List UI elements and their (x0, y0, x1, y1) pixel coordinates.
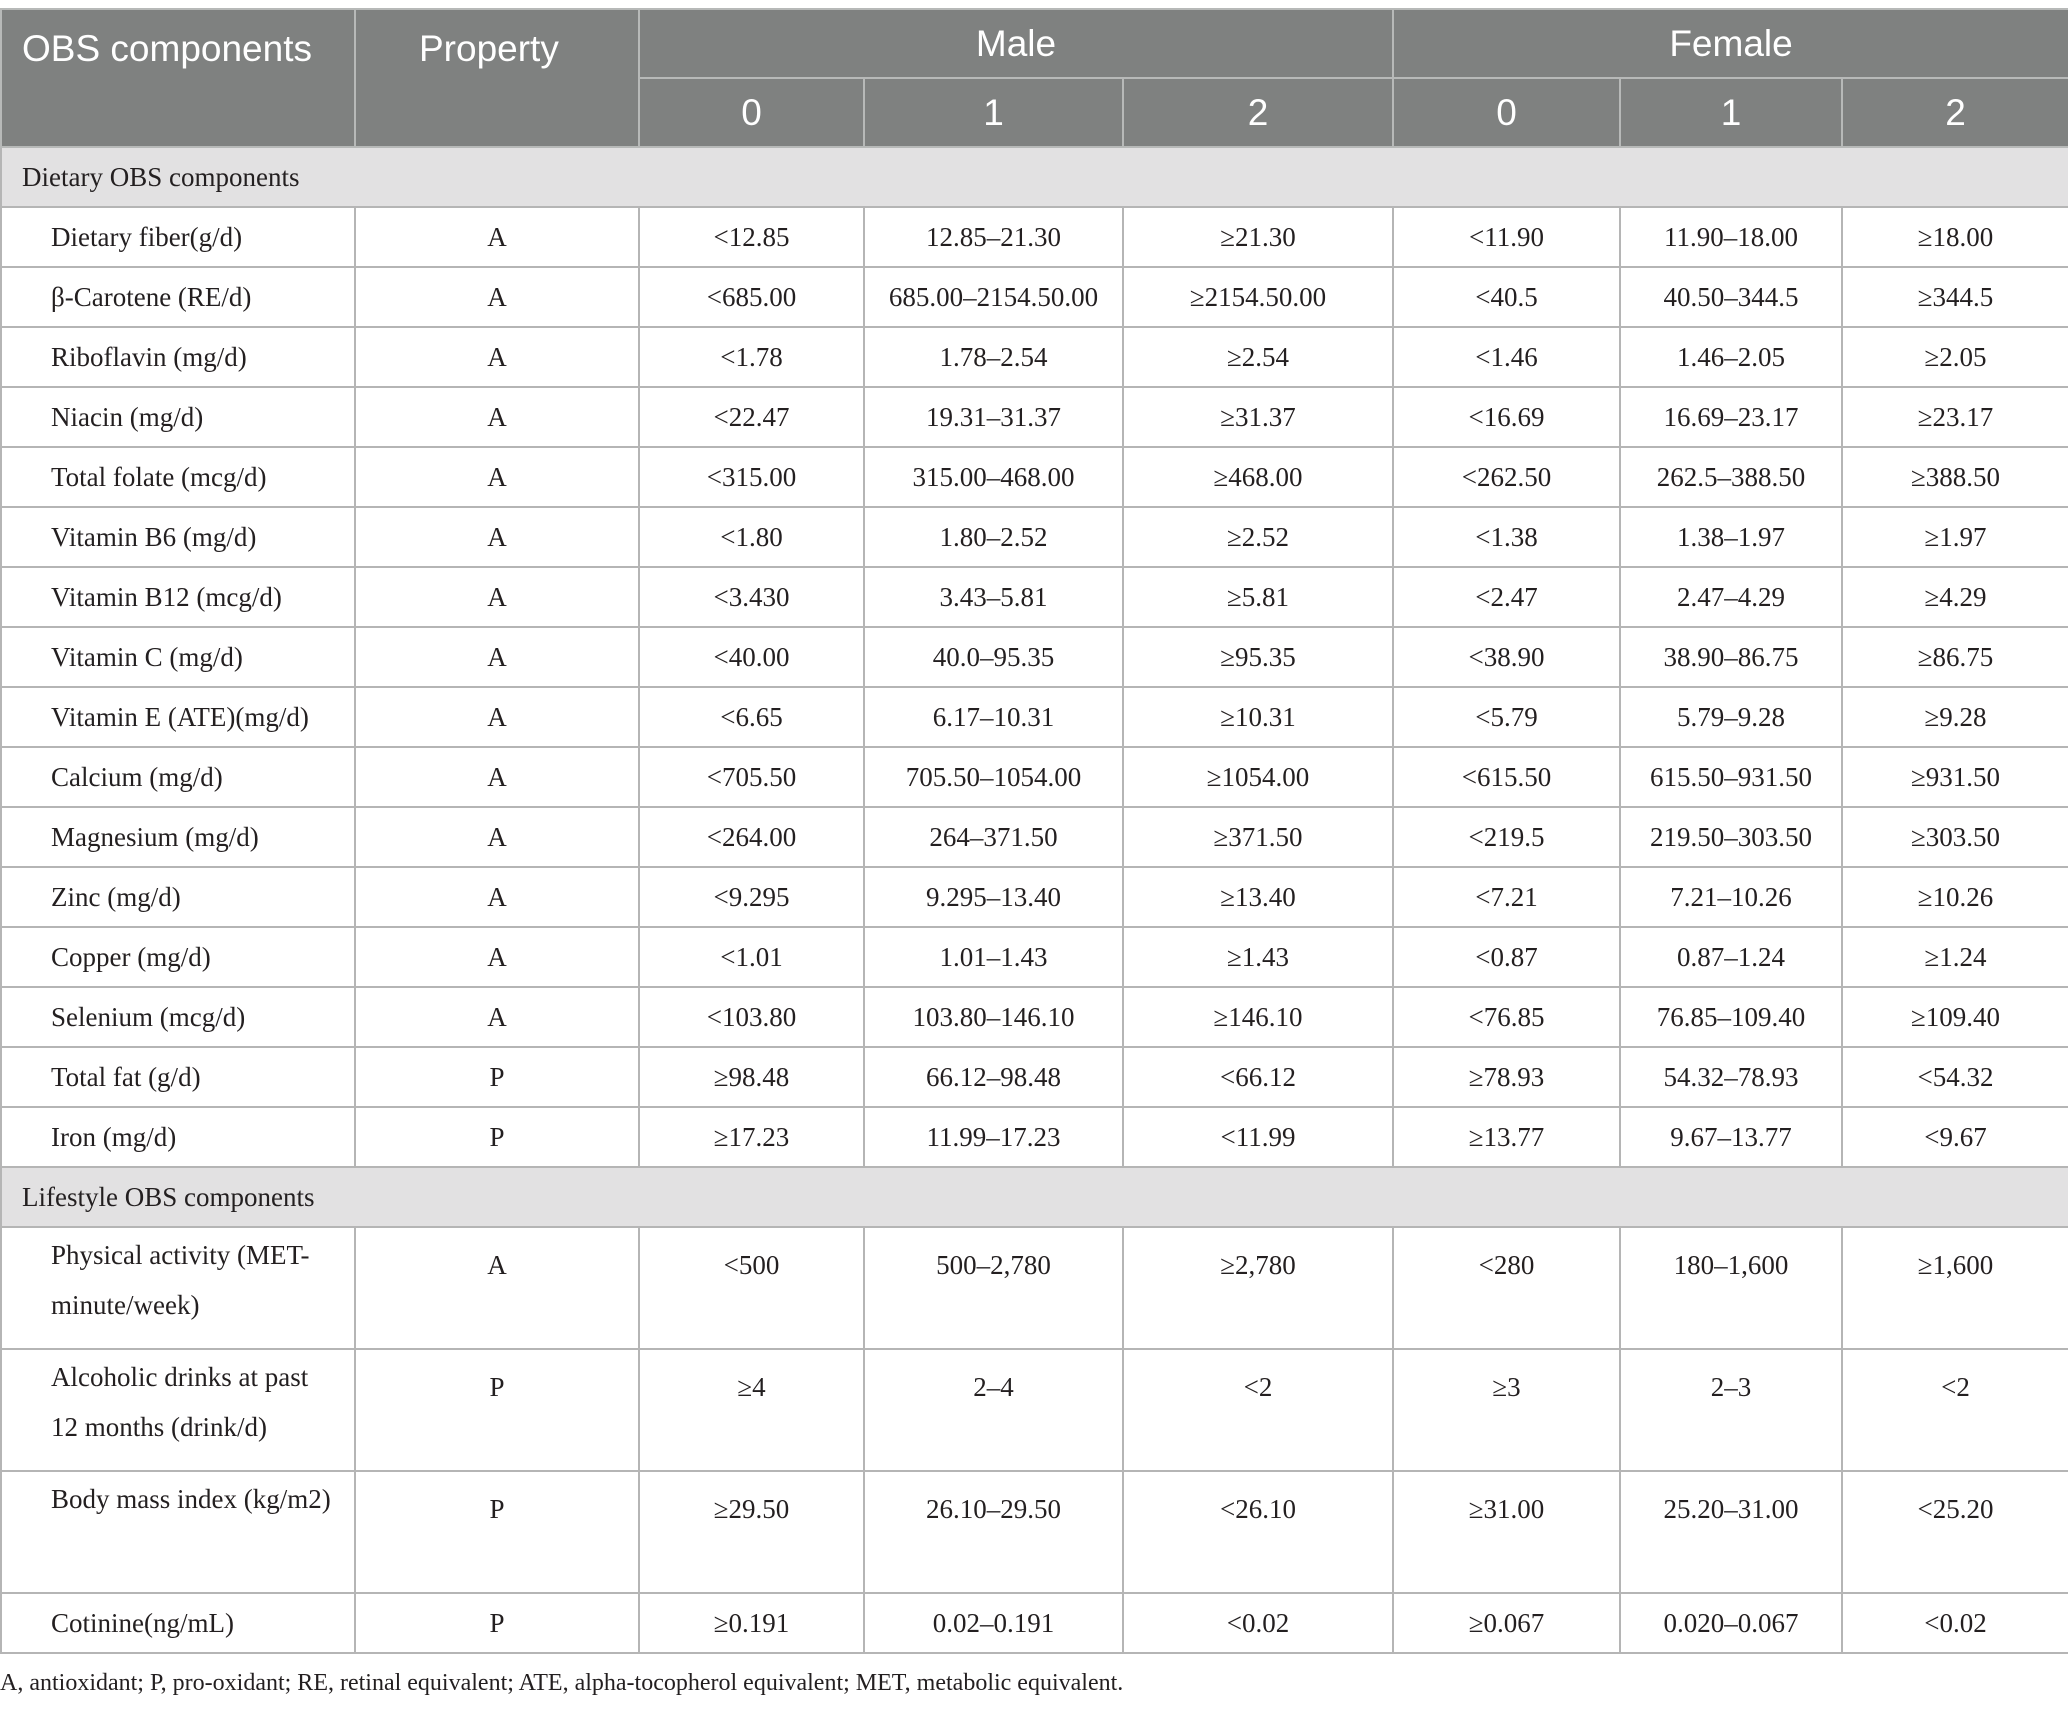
male-score-2-cell: ≥21.30 (1123, 207, 1393, 267)
male-score-2-cell: ≥2.52 (1123, 507, 1393, 567)
component-name: Calcium (mg/d) (1, 747, 355, 807)
female-score-0-cell: <38.90 (1393, 627, 1620, 687)
male-score-2-cell: <0.02 (1123, 1593, 1393, 1653)
component-name: Magnesium (mg/d) (1, 807, 355, 867)
female-score-2-cell: ≥1.24 (1842, 927, 2068, 987)
male-score-2-cell: ≥13.40 (1123, 867, 1393, 927)
female-score-0-cell: <262.50 (1393, 447, 1620, 507)
male-score-0-cell: <315.00 (639, 447, 864, 507)
component-name: Zinc (mg/d) (1, 867, 355, 927)
male-score-2-cell: ≥95.35 (1123, 627, 1393, 687)
component-name: Vitamin B6 (mg/d) (1, 507, 355, 567)
female-score-1-cell: 25.20–31.00 (1620, 1471, 1842, 1593)
male-score-0-cell: ≥29.50 (639, 1471, 864, 1593)
property-cell: A (355, 267, 639, 327)
female-score-0-cell: <1.46 (1393, 327, 1620, 387)
section-row (1, 147, 2068, 207)
male-score-2-cell: ≥1054.00 (1123, 747, 1393, 807)
male-score-0-cell: <1.80 (639, 507, 864, 567)
male-score-1-cell: 264–371.50 (864, 807, 1123, 867)
table-row (1, 1047, 2068, 1107)
section-title: Lifestyle OBS components (1, 1167, 2068, 1227)
female-score-0-cell: ≥0.067 (1393, 1593, 1620, 1653)
male-score-1-cell: 3.43–5.81 (864, 567, 1123, 627)
female-score-1-cell: 262.5–388.50 (1620, 447, 1842, 507)
female-score-2-cell: ≥23.17 (1842, 387, 2068, 447)
property-cell: P (355, 1471, 639, 1593)
female-score-2-cell: <25.20 (1842, 1471, 2068, 1593)
female-score-2-cell: ≥931.50 (1842, 747, 2068, 807)
male-score-0-cell: <103.80 (639, 987, 864, 1047)
female-score-2-cell: ≥4.29 (1842, 567, 2068, 627)
male-score-2-cell: ≥5.81 (1123, 567, 1393, 627)
female-score-0-cell: <11.90 (1393, 207, 1620, 267)
component-name: Iron (mg/d) (1, 1107, 355, 1167)
table-row (1, 987, 2068, 1047)
female-score-0-cell: <615.50 (1393, 747, 1620, 807)
male-score-2-cell: <2 (1123, 1349, 1393, 1471)
male-score-1-cell: 2–4 (864, 1349, 1123, 1471)
female-score-1-cell: 615.50–931.50 (1620, 747, 1842, 807)
header-male: Male (639, 9, 1393, 78)
male-score-0-cell: <3.430 (639, 567, 864, 627)
header-female-score-2: 2 (1842, 78, 2068, 147)
header-male-score-1: 1 (864, 78, 1123, 147)
table-row (1, 1593, 2068, 1653)
property-cell: A (355, 867, 639, 927)
table-row (1, 867, 2068, 927)
property-cell: A (355, 567, 639, 627)
property-cell: A (355, 207, 639, 267)
header-components: OBS components (1, 9, 355, 147)
component-name: Selenium (mcg/d) (1, 987, 355, 1047)
female-score-1-cell: 2.47–4.29 (1620, 567, 1842, 627)
table-body (1, 147, 2068, 1653)
female-score-1-cell: 2–3 (1620, 1349, 1842, 1471)
property-cell: A (355, 1227, 639, 1349)
male-score-1-cell: 9.295–13.40 (864, 867, 1123, 927)
table-row (1, 327, 2068, 387)
component-name: Total folate (mcg/d) (1, 447, 355, 507)
table-row (1, 807, 2068, 867)
female-score-1-cell: 16.69–23.17 (1620, 387, 1842, 447)
female-score-2-cell: ≥1.97 (1842, 507, 2068, 567)
table-header (1, 9, 2068, 147)
property-cell: A (355, 747, 639, 807)
header-property: Property (355, 9, 639, 147)
header-male-score-0: 0 (639, 78, 864, 147)
component-name: Vitamin E (ATE)(mg/d) (1, 687, 355, 747)
male-score-2-cell: ≥1.43 (1123, 927, 1393, 987)
header-female-score-0: 0 (1393, 78, 1620, 147)
male-score-0-cell: <6.65 (639, 687, 864, 747)
component-name: Vitamin C (mg/d) (1, 627, 355, 687)
female-score-0-cell: <76.85 (1393, 987, 1620, 1047)
female-score-2-cell: <2 (1842, 1349, 2068, 1471)
female-score-0-cell: <280 (1393, 1227, 1620, 1349)
component-name: Total fat (g/d) (1, 1047, 355, 1107)
property-cell: A (355, 807, 639, 867)
male-score-1-cell: 315.00–468.00 (864, 447, 1123, 507)
table-row (1, 627, 2068, 687)
male-score-0-cell: <685.00 (639, 267, 864, 327)
male-score-0-cell: <12.85 (639, 207, 864, 267)
property-cell: P (355, 1107, 639, 1167)
female-score-1-cell: 40.50–344.5 (1620, 267, 1842, 327)
component-name: Alcoholic drinks at past 12 months (drink/d) (1, 1349, 355, 1471)
female-score-1-cell: 0.87–1.24 (1620, 927, 1842, 987)
female-score-2-cell: ≥9.28 (1842, 687, 2068, 747)
female-score-0-cell: <5.79 (1393, 687, 1620, 747)
component-name: Dietary fiber(g/d) (1, 207, 355, 267)
female-score-0-cell: <40.5 (1393, 267, 1620, 327)
female-score-0-cell: <219.5 (1393, 807, 1620, 867)
male-score-0-cell: ≥17.23 (639, 1107, 864, 1167)
male-score-1-cell: 103.80–146.10 (864, 987, 1123, 1047)
female-score-1-cell: 1.46–2.05 (1620, 327, 1842, 387)
component-name: Cotinine(ng/mL) (1, 1593, 355, 1653)
female-score-2-cell: ≥303.50 (1842, 807, 2068, 867)
female-score-0-cell: ≥31.00 (1393, 1471, 1620, 1593)
female-score-2-cell: ≥344.5 (1842, 267, 2068, 327)
male-score-1-cell: 705.50–1054.00 (864, 747, 1123, 807)
female-score-1-cell: 54.32–78.93 (1620, 1047, 1842, 1107)
female-score-1-cell: 76.85–109.40 (1620, 987, 1842, 1047)
male-score-0-cell: <705.50 (639, 747, 864, 807)
male-score-2-cell: <66.12 (1123, 1047, 1393, 1107)
female-score-1-cell: 0.020–0.067 (1620, 1593, 1842, 1653)
property-cell: A (355, 327, 639, 387)
female-score-0-cell: <2.47 (1393, 567, 1620, 627)
component-name: Riboflavin (mg/d) (1, 327, 355, 387)
male-score-2-cell: <26.10 (1123, 1471, 1393, 1593)
male-score-1-cell: 500–2,780 (864, 1227, 1123, 1349)
male-score-1-cell: 6.17–10.31 (864, 687, 1123, 747)
male-score-0-cell: ≥0.191 (639, 1593, 864, 1653)
male-score-2-cell: ≥31.37 (1123, 387, 1393, 447)
male-score-1-cell: 40.0–95.35 (864, 627, 1123, 687)
property-cell: A (355, 507, 639, 567)
male-score-2-cell: ≥371.50 (1123, 807, 1393, 867)
male-score-0-cell: ≥4 (639, 1349, 864, 1471)
male-score-0-cell: <1.01 (639, 927, 864, 987)
male-score-2-cell: <11.99 (1123, 1107, 1393, 1167)
male-score-1-cell: 66.12–98.48 (864, 1047, 1123, 1107)
female-score-2-cell: <9.67 (1842, 1107, 2068, 1167)
male-score-1-cell: 685.00–2154.50.00 (864, 267, 1123, 327)
component-name: β-Carotene (RE/d) (1, 267, 355, 327)
table-row (1, 1227, 2068, 1349)
female-score-0-cell: <7.21 (1393, 867, 1620, 927)
female-score-2-cell: ≥388.50 (1842, 447, 2068, 507)
property-cell: A (355, 627, 639, 687)
female-score-2-cell: ≥1,600 (1842, 1227, 2068, 1349)
male-score-0-cell: ≥98.48 (639, 1047, 864, 1107)
female-score-0-cell: ≥78.93 (1393, 1047, 1620, 1107)
male-score-0-cell: <1.78 (639, 327, 864, 387)
table-row (1, 387, 2068, 447)
property-cell: P (355, 1593, 639, 1653)
female-score-2-cell: <0.02 (1842, 1593, 2068, 1653)
table-row (1, 207, 2068, 267)
male-score-1-cell: 19.31–31.37 (864, 387, 1123, 447)
male-score-1-cell: 26.10–29.50 (864, 1471, 1123, 1593)
male-score-0-cell: <500 (639, 1227, 864, 1349)
male-score-2-cell: ≥2154.50.00 (1123, 267, 1393, 327)
female-score-2-cell: ≥18.00 (1842, 207, 2068, 267)
table-row (1, 1349, 2068, 1471)
male-score-2-cell: ≥2,780 (1123, 1227, 1393, 1349)
header-female-score-1: 1 (1620, 78, 1842, 147)
property-cell: P (355, 1047, 639, 1107)
header-male-score-2: 2 (1123, 78, 1393, 147)
female-score-1-cell: 38.90–86.75 (1620, 627, 1842, 687)
female-score-2-cell: ≥10.26 (1842, 867, 2068, 927)
female-score-2-cell: <54.32 (1842, 1047, 2068, 1107)
male-score-1-cell: 11.99–17.23 (864, 1107, 1123, 1167)
male-score-2-cell: ≥468.00 (1123, 447, 1393, 507)
property-cell: P (355, 1349, 639, 1471)
property-cell: A (355, 447, 639, 507)
male-score-1-cell: 1.01–1.43 (864, 927, 1123, 987)
male-score-0-cell: <22.47 (639, 387, 864, 447)
female-score-2-cell: ≥86.75 (1842, 627, 2068, 687)
table-row (1, 567, 2068, 627)
section-row (1, 1167, 2068, 1227)
section-title: Dietary OBS components (1, 147, 2068, 207)
female-score-1-cell: 7.21–10.26 (1620, 867, 1842, 927)
component-name: Physical activity (MET-minute/week) (1, 1227, 355, 1349)
table-footnote: A, antioxidant; P, pro-oxidant; RE, retinal equivalent; ATE, alpha-tocopherol equivalent; MET, metabolic equivalent. (0, 1670, 1124, 1696)
female-score-0-cell: ≥13.77 (1393, 1107, 1620, 1167)
female-score-1-cell: 1.38–1.97 (1620, 507, 1842, 567)
male-score-0-cell: <264.00 (639, 807, 864, 867)
table-row (1, 447, 2068, 507)
obs-table (0, 8, 2068, 1654)
property-cell: A (355, 387, 639, 447)
table-row (1, 927, 2068, 987)
table-row (1, 1471, 2068, 1593)
table-row (1, 687, 2068, 747)
male-score-1-cell: 0.02–0.191 (864, 1593, 1123, 1653)
male-score-1-cell: 12.85–21.30 (864, 207, 1123, 267)
table-row (1, 1107, 2068, 1167)
male-score-0-cell: <9.295 (639, 867, 864, 927)
female-score-1-cell: 180–1,600 (1620, 1227, 1842, 1349)
female-score-1-cell: 5.79–9.28 (1620, 687, 1842, 747)
male-score-2-cell: ≥2.54 (1123, 327, 1393, 387)
female-score-0-cell: <1.38 (1393, 507, 1620, 567)
table-row (1, 507, 2068, 567)
header-female: Female (1393, 9, 2068, 78)
female-score-0-cell: ≥3 (1393, 1349, 1620, 1471)
male-score-2-cell: ≥146.10 (1123, 987, 1393, 1047)
component-name: Copper (mg/d) (1, 927, 355, 987)
component-name: Vitamin B12 (mcg/d) (1, 567, 355, 627)
property-cell: A (355, 987, 639, 1047)
component-name: Niacin (mg/d) (1, 387, 355, 447)
male-score-2-cell: ≥10.31 (1123, 687, 1393, 747)
female-score-2-cell: ≥2.05 (1842, 327, 2068, 387)
female-score-1-cell: 9.67–13.77 (1620, 1107, 1842, 1167)
female-score-0-cell: <16.69 (1393, 387, 1620, 447)
property-cell: A (355, 927, 639, 987)
male-score-1-cell: 1.78–2.54 (864, 327, 1123, 387)
female-score-2-cell: ≥109.40 (1842, 987, 2068, 1047)
female-score-1-cell: 219.50–303.50 (1620, 807, 1842, 867)
female-score-1-cell: 11.90–18.00 (1620, 207, 1842, 267)
property-cell: A (355, 687, 639, 747)
component-name: Body mass index (kg/m2) (1, 1471, 355, 1593)
male-score-0-cell: <40.00 (639, 627, 864, 687)
table-row (1, 747, 2068, 807)
table-row (1, 267, 2068, 327)
male-score-1-cell: 1.80–2.52 (864, 507, 1123, 567)
female-score-0-cell: <0.87 (1393, 927, 1620, 987)
